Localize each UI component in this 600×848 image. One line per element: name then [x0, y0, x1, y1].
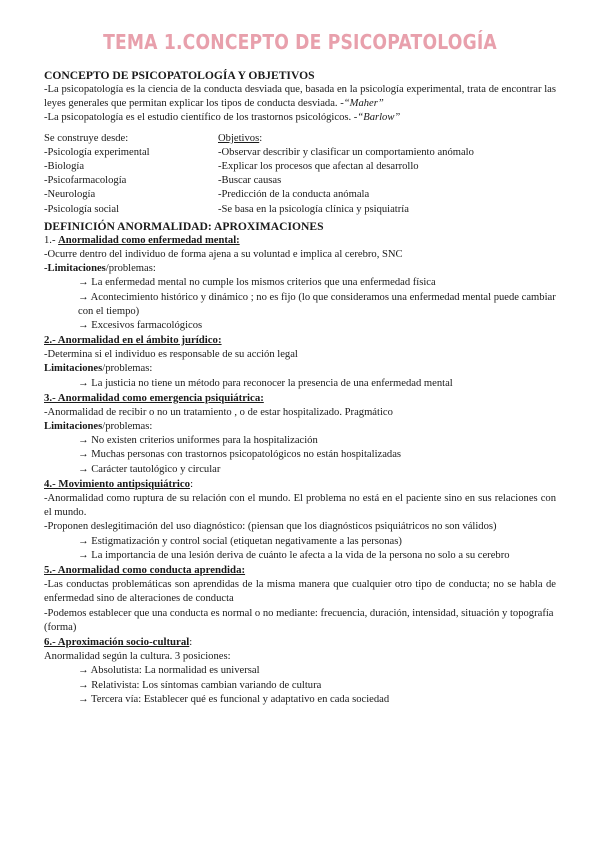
approach-1-text: -Ocurre dentro del individuo de forma ajena a su voluntad e implica al cerebro, SNC — [44, 249, 403, 261]
limitations-label: Limitaciones/problemas: — [44, 421, 153, 433]
limitation-item: → Excesivos farmacológicos — [78, 320, 203, 332]
limitation-item: → La importancia de una lesión deriva de cuánto le afecta a la vida de la persona no solo a su cerebro — [78, 549, 510, 561]
approach-4-text: -Anormalidad como ruptura de su relación con el mundo. El problema no está en el paciente sino en sus relaciones con el mundo. — [44, 493, 556, 519]
limitation-item: → La enfermedad mental no cumple los mismos criterios que una enfermedad física — [78, 277, 436, 289]
approach-5-text: -Podemos establecer que una conducta es normal o no mediante: frecuencia, duración, intensidad, situación y topografía (forma) — [44, 607, 554, 633]
definition-maher: -La psicopatología es la ciencia de la conducta desviada que, basada en la psicología experimental, trata de encontrar las leyes generales que permitan explicar los tipos de conducta desviada. -“Maher” — [44, 84, 556, 110]
approach-1-title: 1.- Anormalidad como enfermedad mental: — [44, 234, 240, 246]
construction-column — [44, 132, 218, 217]
construction-header: Se construye desde: — [44, 132, 129, 144]
approach-5-text: -Las conductas problemáticas son aprendidas de la misma manera que cualquier otro tipo de conducta; no se habla de enfermedad sino de alteraciones de conducta — [44, 579, 556, 605]
objective-item: -Explicar los procesos que afectan al desarrollo — [218, 161, 419, 173]
approach-6-title: 6.- Aproximación socio-cultural: — [44, 635, 193, 648]
objectives-header: Objetivos: — [218, 132, 263, 144]
section-heading-concepto: CONCEPTO DE PSICOPATOLOGÍA Y OBJETIVOS — [44, 69, 315, 82]
approach-2-text: -Determina si el individuo es responsable de su acción legal — [44, 349, 298, 361]
construction-item: -Psicofarmacología — [44, 175, 127, 187]
approach-2-title: 2.- Anormalidad en el ámbito jurídico: — [44, 334, 222, 347]
construction-item: -Psicología social — [44, 203, 120, 215]
limitations-label: Limitaciones/problemas: — [44, 363, 153, 375]
approach-5-title: 5.- Anormalidad como conducta aprendida: — [44, 564, 246, 577]
construction-item: -Neurología — [44, 189, 96, 201]
section-heading-anormalidad: DEFINICIÓN ANORMALIDAD: APROXIMACIONES — [44, 219, 324, 233]
construction-item: -Biología — [44, 161, 85, 173]
definition-barlow: -La psicopatología es el estudio científico de los trastornos psicológicos. -“Barlow” — [44, 112, 401, 124]
position-item: → Absolutista: La normalidad es universal — [78, 665, 260, 677]
author-barlow: “Barlow” — [357, 112, 401, 124]
approach-6-text: Anormalidad según la cultura. 3 posiciones: — [44, 651, 231, 663]
approach-3-text: -Anormalidad de recibir o no un tratamiento , o de estar hospitalizado. Pragmático — [44, 406, 393, 418]
page-title: TEMA 1.CONCEPTO DE PSICOPATOLOGÍA — [103, 30, 497, 54]
objective-item: -Observar describir y clasificar un comportamiento anómalo — [218, 146, 474, 158]
objective-item: -Buscar causas — [218, 175, 282, 187]
objective-item: -Predicción de la conducta anómala — [218, 189, 370, 201]
objectives-column — [218, 132, 556, 217]
approach-4-text: -Proponen deslegitimación del uso diagnóstico: (piensan que los diagnósticos psiquiátricos no son válidos) — [44, 521, 497, 533]
approach-3-title: 3.- Anormalidad como emergencia psiquiátrica: — [44, 391, 264, 404]
limitation-item: → Carácter tautológico y circular — [78, 463, 221, 475]
approach-4-title: 4.- Movimiento antipsiquiátrico: — [44, 477, 194, 490]
author-maher: “Maher” — [343, 98, 384, 110]
limitation-item: → La justicia no tiene un método para reconocer la presencia de una enfermedad mental — [78, 377, 453, 389]
position-item: → Relativista: Los síntomas cambian variando de cultura — [78, 679, 322, 691]
limitation-item: → Acontecimiento histórico y dinámico ; no es fijo (lo que consideramos una enfermedad mental puede cambiar con el tiempo) — [78, 291, 556, 317]
construction-objectives-table — [44, 132, 556, 217]
limitations-label: -Limitaciones/problemas: — [44, 263, 156, 275]
position-item: → Tercera vía: Establecer qué es funcional y adaptativo en cada sociedad — [78, 693, 390, 705]
construction-item: -Psicología experimental — [44, 146, 150, 158]
limitation-item: → Muchas personas con trastornos psicopatológicos no están hospitalizadas — [78, 449, 402, 461]
limitation-item: → Estigmatización y control social (etiquetan negativamente a las personas) — [78, 535, 402, 547]
objective-item: -Se basa en la psicología clínica y psiquiatría — [218, 203, 409, 215]
limitation-item: → No existen criterios uniformes para la hospitalización — [78, 435, 318, 447]
